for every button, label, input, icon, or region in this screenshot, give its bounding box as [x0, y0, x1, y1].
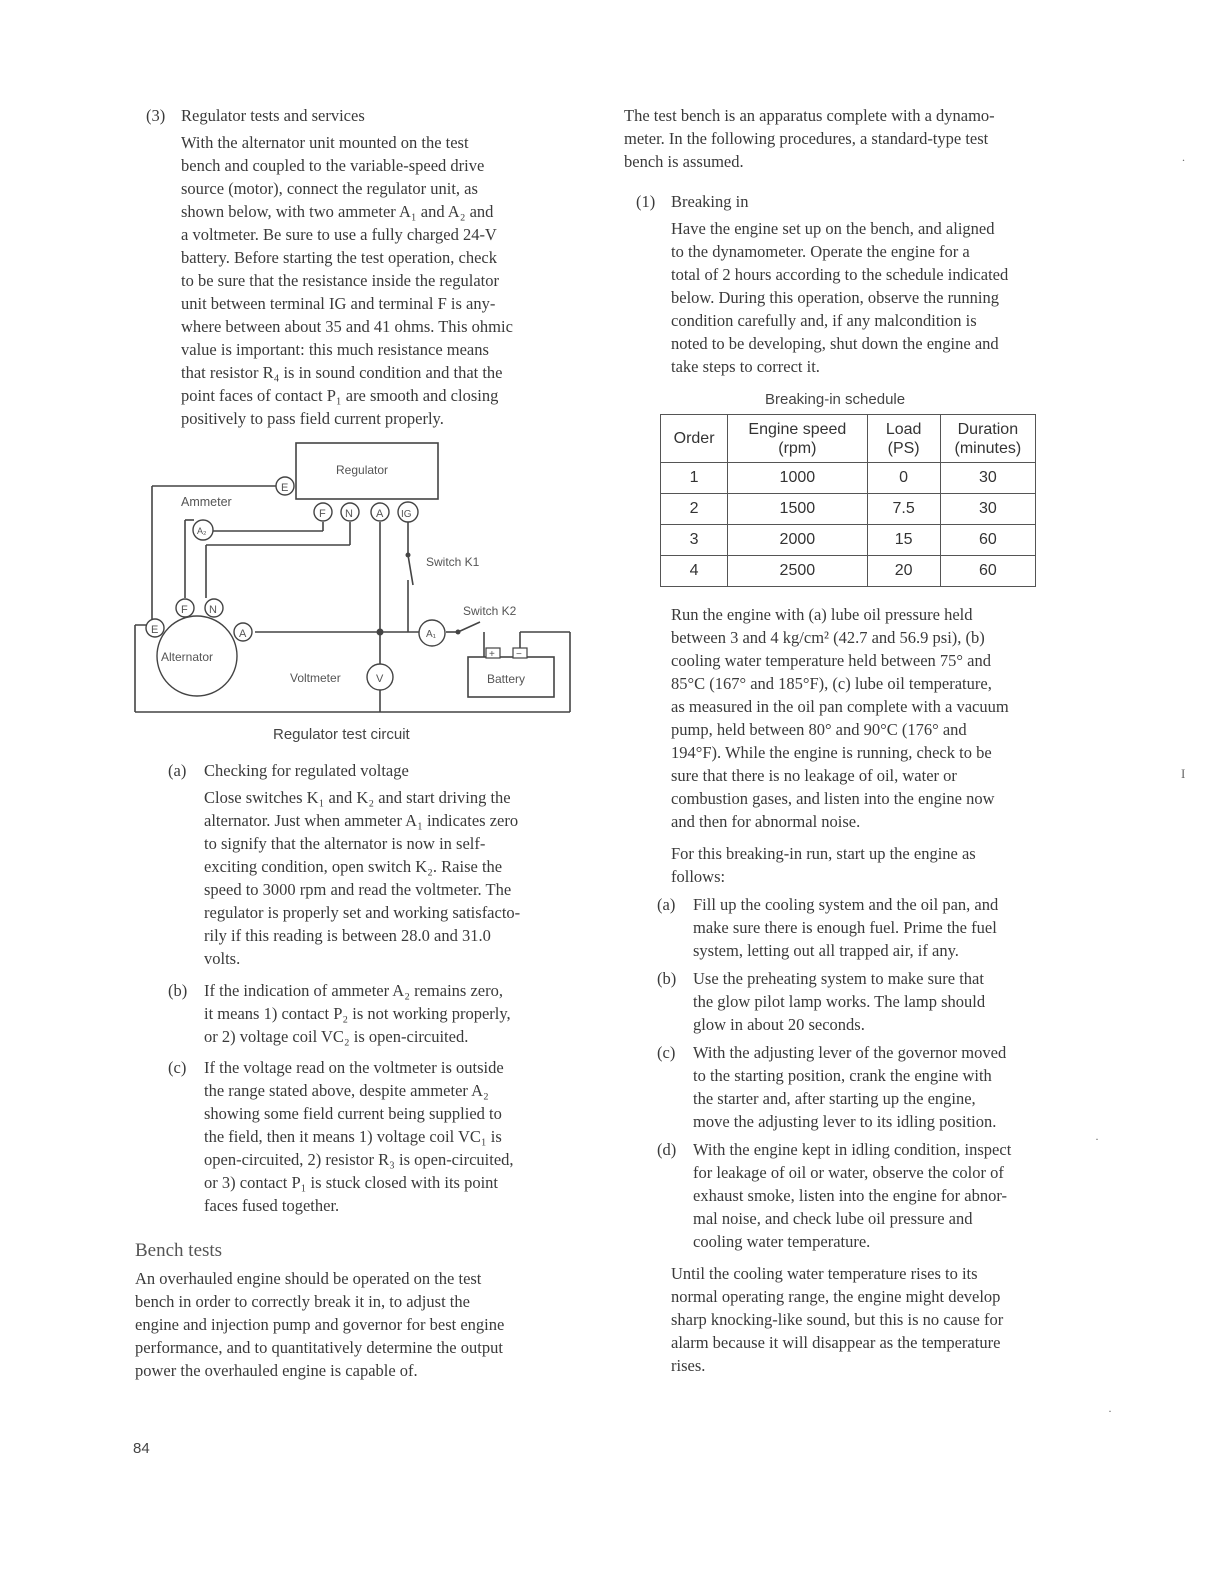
- margin-mark: ·: [1108, 1404, 1112, 1418]
- body-line: engine and injection pump and governor for best engine: [135, 1315, 505, 1334]
- margin-mark: ·: [1095, 1132, 1099, 1146]
- column-header-engine-speed: Engine speed (rpm): [728, 415, 867, 463]
- body-line: below. During this operation, observe the running: [671, 288, 999, 307]
- table-cell: 2000: [728, 525, 867, 556]
- regulator-label: Regulator: [336, 463, 389, 477]
- body-line: showing some field current being supplied to: [204, 1104, 502, 1123]
- body-line: to be sure that the resistance inside the regulator: [181, 271, 499, 290]
- table-cell: 2500: [728, 556, 867, 587]
- body-line: 194°F). While the engine is running, check to be: [671, 743, 992, 762]
- body-line: unit between terminal IG and terminal F is any-: [181, 294, 496, 313]
- regulator-test-circuit-diagram: [125, 435, 585, 725]
- body-line: 85°C (167° and 185°F), (c) lube oil temperature,: [671, 674, 992, 693]
- margin-mark: .: [1182, 150, 1185, 164]
- body-line: The test bench is an apparatus complete with a dynamo-: [624, 106, 995, 125]
- body-line: value is important: this much resistance means: [181, 340, 489, 359]
- table-row: [661, 525, 1036, 556]
- voltmeter-label: Voltmeter: [290, 671, 341, 685]
- body-line: speed to 3000 rpm and read the voltmeter. The: [204, 880, 512, 899]
- body-line: glow in about 20 seconds.: [693, 1015, 865, 1034]
- schedule-table-title: Breaking-in schedule: [765, 391, 906, 408]
- body-line: or 3) contact P₁ is stuck closed with its point: [204, 1173, 499, 1192]
- body-line: the starter and, after starting up the engine,: [693, 1089, 976, 1108]
- battery-minus-label: −: [516, 649, 522, 660]
- table-header-row: [661, 415, 1036, 463]
- alt-terminal-e-label: E: [151, 624, 159, 636]
- item-a-number: (a): [168, 761, 187, 780]
- table-cell: 4: [661, 556, 728, 587]
- ammeter-label: Ammeter: [181, 495, 232, 509]
- body-line: With the engine kept in idling condition, inspect: [693, 1140, 1012, 1159]
- table-cell: 20: [867, 556, 940, 587]
- body-line: that resistor R₄ is in sound condition and that the: [181, 363, 503, 382]
- step-c-number: (c): [657, 1043, 676, 1062]
- body-line: to the starting position, crank the engine with: [693, 1066, 992, 1085]
- terminal-ig-label: IG: [401, 509, 412, 520]
- table-cell: 15: [867, 525, 940, 556]
- body-line: Close switches K₁ and K₂ and start driving the: [204, 788, 511, 807]
- table-cell: 60: [940, 556, 1035, 587]
- body-line: An overhauled engine should be operated on the test: [135, 1269, 482, 1288]
- body-line: the range stated above, despite ammeter A₂: [204, 1081, 489, 1100]
- body-line: battery. Before starting the test operation, check: [181, 248, 497, 267]
- table-cell: 7.5: [867, 494, 940, 525]
- body-line: meter. In the following procedures, a standard-type test: [624, 129, 989, 148]
- body-line: a voltmeter. Be sure to use a fully charged 24-V: [181, 225, 497, 244]
- switch-k2-blade: [458, 622, 480, 632]
- body-line: to signify that the alternator is now in self-: [204, 834, 486, 853]
- column-header-order: Order: [661, 415, 728, 463]
- column-header-duration: Duration (minutes): [940, 415, 1035, 463]
- terminal-e-label: E: [281, 482, 289, 494]
- body-line: If the voltage read on the voltmeter is outside: [204, 1058, 504, 1077]
- table-cell: 30: [940, 494, 1035, 525]
- switch-k1-label: Switch K1: [426, 555, 480, 569]
- switch-k2-label: Switch K2: [463, 604, 517, 618]
- body-line: bench and coupled to the variable-speed drive: [181, 156, 485, 175]
- body-line: faces fused together.: [204, 1196, 340, 1215]
- body-line: If the indication of ammeter A₂ remains zero,: [204, 981, 503, 1000]
- body-line: the glow pilot lamp works. The lamp should: [693, 992, 986, 1011]
- body-line: for leakage of oil or water, observe the color of: [693, 1163, 1004, 1182]
- body-line: mal noise, and check lube oil pressure and: [693, 1209, 973, 1228]
- body-line: shown below, with two ammeter A₁ and A₂ and: [181, 202, 494, 221]
- table-row: [661, 556, 1036, 587]
- body-line: it means 1) contact P₂ is not working properly,: [204, 1004, 511, 1023]
- section-3-title: Regulator tests and services: [181, 106, 365, 125]
- body-line: sharp knocking-like sound, but this is no cause for: [671, 1310, 1004, 1329]
- body-line: make sure there is enough fuel. Prime the fuel: [693, 918, 997, 937]
- table-cell: 1000: [728, 463, 867, 494]
- battery-label: Battery: [487, 672, 526, 686]
- body-line: regulator is properly set and working satisfacto-: [204, 903, 521, 922]
- body-line: point faces of contact P₁ are smooth and closing: [181, 386, 499, 405]
- ammeter-a1-label: A₁: [426, 629, 437, 640]
- body-line: With the adjusting lever of the governor moved: [693, 1043, 1007, 1062]
- body-line: between 3 and 4 kg/cm² (42.7 and 56.9 psi), (b): [671, 628, 985, 647]
- body-line: rily if this reading is between 28.0 and 31.0: [204, 926, 491, 945]
- body-line: and then for abnormal noise.: [671, 812, 861, 831]
- terminal-n-label: N: [345, 508, 353, 520]
- body-line: where between about 35 and 41 ohms. This ohmic: [181, 317, 513, 336]
- body-line: alarm because it will disappear as the temperature: [671, 1333, 1001, 1352]
- body-line: Use the preheating system to make sure that: [693, 969, 984, 988]
- table-row: [661, 463, 1036, 494]
- step-a-number: (a): [657, 895, 676, 914]
- body-line: For this breaking-in run, start up the engine as: [671, 844, 976, 863]
- ammeter-a2-label: A₂: [197, 526, 207, 536]
- body-line: as measured in the oil pan complete with a vacuum: [671, 697, 1009, 716]
- body-line: exhaust smoke, listen into the engine for abnor-: [693, 1186, 1008, 1205]
- body-line: normal operating range, the engine might develop: [671, 1287, 1001, 1306]
- table-cell: 60: [940, 525, 1035, 556]
- body-line: source (motor), connect the regulator unit, as: [181, 179, 478, 198]
- body-line: or 2) voltage coil VC₂ is open-circuited.: [204, 1027, 469, 1046]
- body-line: noted to be developing, shut down the engine and: [671, 334, 999, 353]
- body-line: cooling water temperature held between 75° and: [671, 651, 991, 670]
- body-line: power the overhauled engine is capable of.: [135, 1361, 418, 1380]
- body-line: Have the engine set up on the bench, and aligned: [671, 219, 995, 238]
- body-line: to the dynamometer. Operate the engine for a: [671, 242, 970, 261]
- body-line: take steps to correct it.: [671, 357, 820, 376]
- body-line: performance, and to quantitatively determine the output: [135, 1338, 503, 1357]
- alternator-label: Alternator: [161, 650, 214, 664]
- body-line: bench in order to correctly break it in, to adjust the: [135, 1292, 470, 1311]
- diagram-caption: Regulator test circuit: [273, 726, 410, 743]
- body-line: volts.: [204, 949, 241, 968]
- body-line: rises.: [671, 1356, 706, 1375]
- body-line: sure that there is no leakage of oil, water or: [671, 766, 957, 785]
- table-cell: 1: [661, 463, 728, 494]
- junction-dot: [377, 629, 384, 636]
- item-b-number: (b): [168, 981, 188, 1000]
- body-line: exciting condition, open switch K₂. Raise the: [204, 857, 503, 876]
- body-line: system, letting out all trapped air, if any.: [693, 941, 959, 960]
- alt-terminal-f-label: F: [181, 604, 188, 616]
- body-line: With the alternator unit mounted on the test: [181, 133, 469, 152]
- section-1-title: Breaking in: [671, 192, 749, 211]
- table-cell: 2: [661, 494, 728, 525]
- body-line: positively to pass field current properly.: [181, 409, 444, 428]
- table-cell: 1500: [728, 494, 867, 525]
- body-line: Fill up the cooling system and the oil pan, and: [693, 895, 999, 914]
- terminal-a-label: A: [376, 508, 384, 520]
- section-3-number: (3): [146, 106, 166, 125]
- body-line: pump, held between 80° and 90°C (176° and: [671, 720, 967, 739]
- body-line: cooling water temperature.: [693, 1232, 871, 1251]
- battery-plus-label: +: [489, 649, 495, 660]
- table-cell: 30: [940, 463, 1035, 494]
- column-header-load: Load (PS): [867, 415, 940, 463]
- terminal-f-label: F: [319, 508, 326, 520]
- body-line: follows:: [671, 867, 726, 886]
- breaking-in-schedule-table: [660, 414, 1036, 587]
- step-b-number: (b): [657, 969, 677, 988]
- page-number: 84: [133, 1440, 150, 1457]
- item-c-number: (c): [168, 1058, 187, 1077]
- body-line: open-circuited, 2) resistor R₃ is open-circuited,: [204, 1150, 514, 1169]
- body-line: alternator. Just when ammeter A₁ indicates zero: [204, 811, 519, 830]
- table-row: [661, 494, 1036, 525]
- alt-terminal-n-label: N: [209, 604, 217, 616]
- body-line: combustion gases, and listen into the engine now: [671, 789, 995, 808]
- step-d-number: (d): [657, 1140, 677, 1159]
- item-a-title: Checking for regulated voltage: [204, 761, 409, 780]
- body-line: Run the engine with (a) lube oil pressure held: [671, 605, 973, 624]
- bench-tests-heading: Bench tests: [135, 1240, 223, 1261]
- body-line: condition carefully and, if any malcondition is: [671, 311, 977, 330]
- table-cell: 0: [867, 463, 940, 494]
- alt-terminal-a-label: A: [239, 628, 247, 640]
- body-line: bench is assumed.: [624, 152, 744, 171]
- body-line: the field, then it means 1) voltage coil VC₁ is: [204, 1127, 502, 1146]
- body-line: total of 2 hours according to the schedule indicated: [671, 265, 1009, 284]
- voltmeter-v-label: V: [376, 673, 384, 685]
- body-line: Until the cooling water temperature rises to its: [671, 1264, 978, 1283]
- body-line: move the adjusting lever to its idling position.: [693, 1112, 997, 1131]
- table-cell: 3: [661, 525, 728, 556]
- margin-mark: I: [1181, 766, 1186, 781]
- section-1-number: (1): [636, 192, 656, 211]
